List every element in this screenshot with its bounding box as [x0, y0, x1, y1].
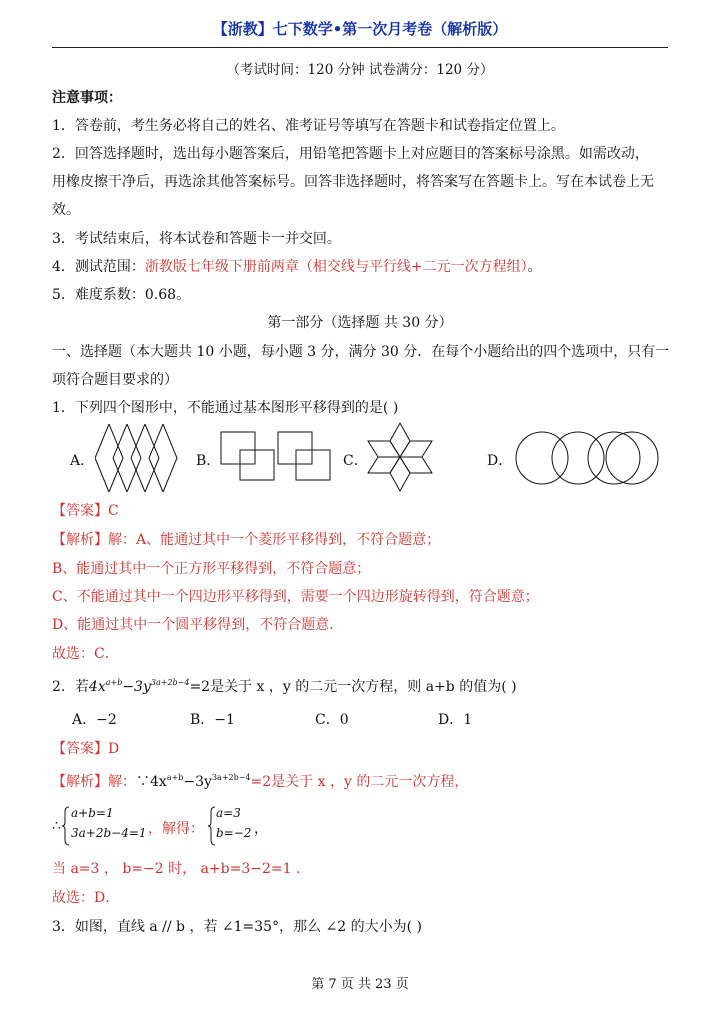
left-brace-1 [62, 806, 70, 846]
q3-stem: 3．如图，直线 a // b ，若 ∠1=35°，那么 ∠2 的大小为( ) [52, 919, 422, 935]
q2-analysis-1: 【解析】解：$\because 4x^{a+b}-3y^{3a+2b-4}=2$是关于 x ，y 的二元一次方程， [52, 773, 469, 790]
left-brace-2 [208, 806, 216, 846]
note-1: 1．答卷前，考生务必将自己的姓名、准考证号等填写在答题卡和试卷指定位置上。 [52, 118, 565, 134]
note-3: 3．考试结束后，将本试卷和答题卡一并交回。 [52, 231, 341, 247]
q2-option-a: A．−2 [72, 712, 117, 728]
page-footer: 第 7 页 共 23 页 [311, 977, 409, 992]
q2-when: 当 a=3 ， b=−2 时， a+b=3−2=1 . [52, 861, 301, 877]
q2-option-c: C．0 [315, 712, 349, 728]
q1-analysis-3: C、不能通过其中一个四边形平移得到，需要一个四边形旋转得到，符合题意； [52, 589, 539, 605]
q1-answer: 【答案】C [52, 503, 119, 519]
q2-answer: 【答案】D [52, 741, 120, 757]
system2-tail: ， [254, 821, 268, 837]
q1-conclusion: 故选：C． [52, 646, 119, 662]
note-4: 4．测试范围：浙教版七年级下册前两章（相交线与平行线+二元一次方程组）。 [52, 259, 542, 275]
system1-eq2: 3a+2b−4=1 [71, 826, 147, 840]
test-range: 浙教版七年级下册前两章（相交线与平行线+二元一次方程组） [144, 259, 528, 275]
note-2c: 效。 [52, 202, 80, 218]
q1-label-b: B． [196, 453, 221, 469]
q1-figure-d [512, 430, 662, 486]
page-title: 【浙教】七下数学•第一次月考卷（解析版） [212, 20, 508, 38]
q1-label-c: C． [343, 453, 368, 469]
part1-intro-b: 项符合题目要求的） [52, 372, 178, 388]
q2-stem: 2．若$4x^{a+b}-3y^{3a+2b-4}=2$是关于 x ，y 的二元一次方程，则 a+b 的值为( ) [52, 678, 517, 695]
q2-option-d: D．1 [438, 712, 473, 728]
q1-figure-b [218, 430, 333, 482]
exam-info: （考试时间：120 分钟 试卷满分：120 分） [226, 62, 494, 78]
q1-figure-c [366, 421, 434, 493]
q2-conclusion: 故选：D． [52, 890, 120, 906]
q1-analysis-4: D、能通过其中一个圆平移得到，不符合题意． [52, 617, 344, 633]
note-2a: 2．回答选择题时，选出每小题答案后，用铅笔把答题卡上对应题目的答案标号涂黑。如需改动， [52, 146, 649, 162]
system2-eq2: b=−2 [216, 826, 252, 840]
q1-label-d: D． [487, 453, 513, 469]
solve-label: ，解得： [148, 821, 204, 837]
therefore-sign: ∴ [52, 818, 61, 834]
q1-label-a: A． [70, 453, 95, 469]
note-5: 5．难度系数：0.68。 [52, 287, 191, 303]
part1-title: 第一部分（选择题 共 30 分） [267, 315, 453, 331]
system1-eq1: a+b=1 [71, 806, 114, 820]
header-divider [52, 47, 668, 48]
notes-heading: 注意事项： [52, 90, 122, 106]
q1-analysis-1: 【解析】解：A、能通过其中一个菱形平移得到，不符合题意； [52, 532, 441, 548]
q1-figure-a [95, 424, 181, 492]
q1-stem: 1．下列四个图形中，不能通过基本图形平移得到的是( ) [52, 400, 399, 416]
q1-analysis-2: B、能通过其中一个正方形平移得到，不符合题意； [52, 561, 371, 577]
note-2b: 用橡皮擦干净后，再选涂其他答案标号。回答非选择题时，将答案写在答题卡上。写在本试卷上无 [52, 174, 654, 190]
part1-intro-a: 一、选择题（本大题共 10 小题，每小题 3 分，满分 30 分．在每个小题给出的四个选项中，只有一 [52, 344, 670, 360]
q2-option-b: B．−1 [190, 712, 235, 728]
system2-eq1: a=3 [216, 806, 241, 820]
